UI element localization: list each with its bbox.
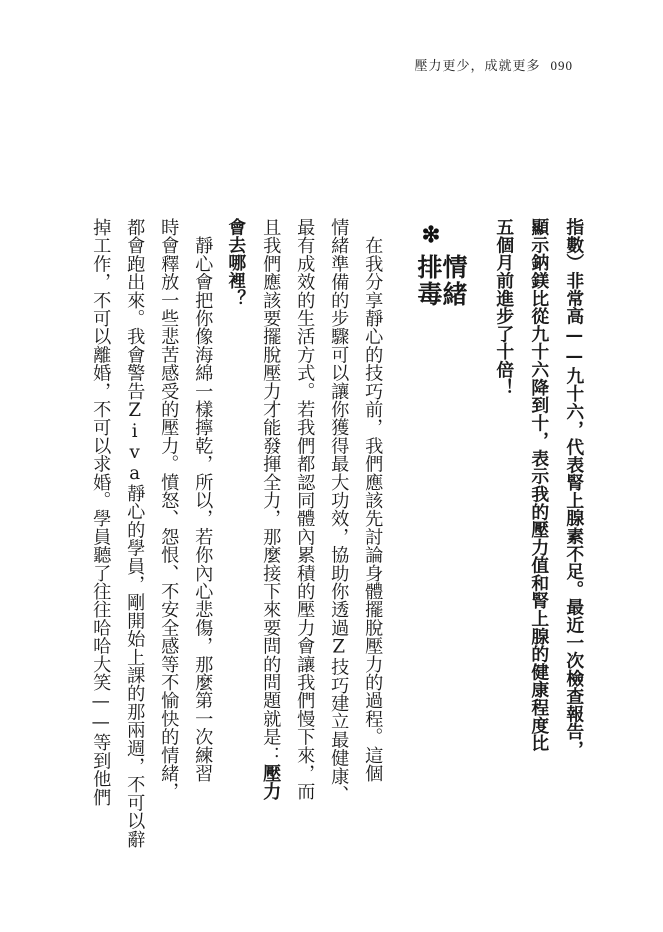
page-number: 090 bbox=[550, 58, 573, 73]
text-column: 時會釋放一些悲苦感受的壓力。憤怒、怨恨、不安全感等不愉快的情緒， bbox=[158, 218, 180, 801]
text-column: 五個月前進步了十倍！ bbox=[493, 218, 515, 396]
asterisk-icon: ❇ bbox=[421, 222, 441, 248]
text-column: 顯示鈉鎂比從九十六降到十，表示我的壓力值和腎上腺的健康程度比 bbox=[528, 218, 550, 752]
text-column: 靜心會把你像海綿一樣擰乾，所以，若你內心悲傷，那麼第一次練習 bbox=[192, 218, 214, 783]
bold-question-start: 壓力 bbox=[260, 764, 282, 801]
text-column: 情緒準備的步驟可以讓你獲得最大功效，協助你透過Z技巧建立最健康、 bbox=[328, 218, 350, 804]
section-heading bbox=[414, 222, 468, 322]
text-column: 都會跑出來。我會警告Ziva靜心的學員，剛開始上課的那兩週，不可以辭 bbox=[124, 218, 146, 848]
book-title: 壓力更少，成就更多 bbox=[414, 59, 541, 74]
text-column: 在我分享靜心的技巧前，我們應該先討論身體擺脫壓力的過程。這個 bbox=[362, 218, 384, 783]
text-column: 掉工作，不可以離婚，不可以求婚。學員聽了往往哈哈大笑——等到他們 bbox=[90, 218, 112, 806]
text-segment: 且我們應該要擺脫壓力才能發揮全力，那麼接下來要問的問題就是： bbox=[260, 218, 282, 764]
section-title: 情緒排毒 bbox=[414, 254, 468, 308]
running-header bbox=[414, 55, 573, 74]
text-column: 最有成效的生活方式。若我們都認同體內累積的壓力會讓我們慢下來，而 bbox=[294, 218, 316, 801]
text-column bbox=[260, 218, 282, 801]
text-column: 會去哪裡？ bbox=[225, 218, 247, 307]
text-column: 指數）非常高——九十六，代表腎上腺素不足。最近一次檢查報告， bbox=[563, 218, 585, 759]
